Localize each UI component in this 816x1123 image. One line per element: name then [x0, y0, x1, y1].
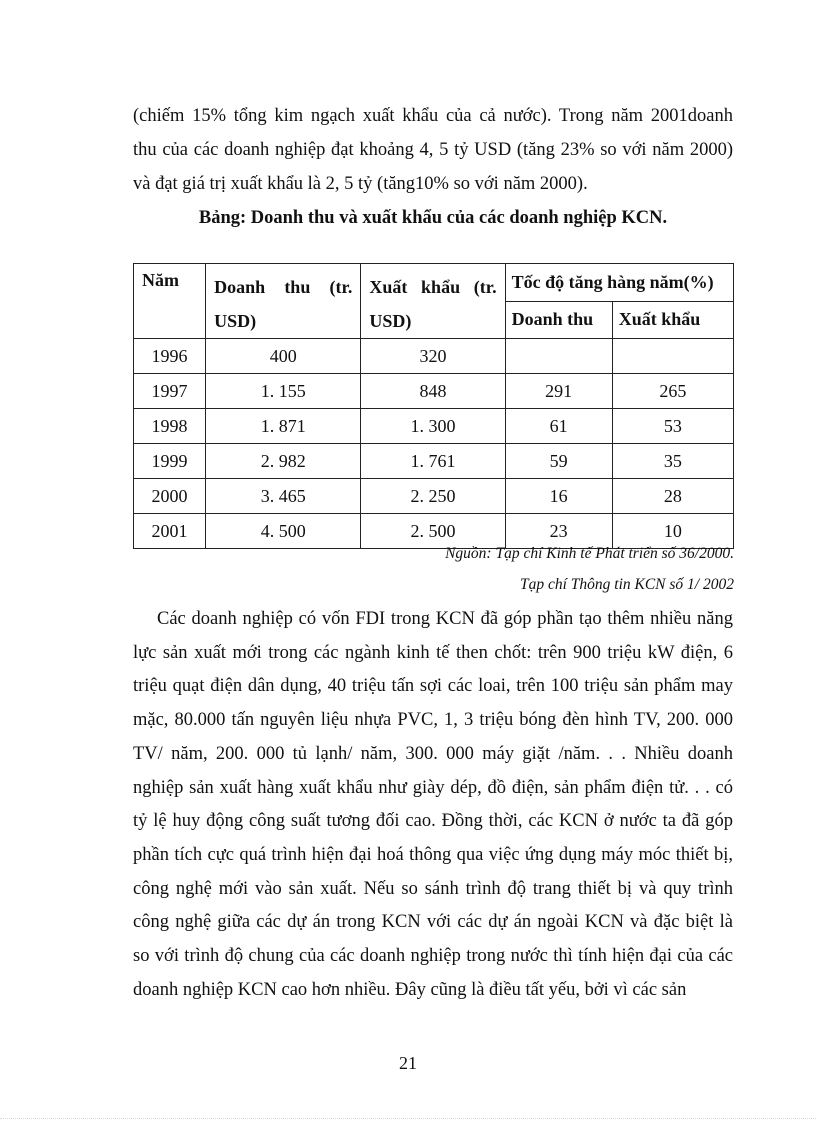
cell-revenue: 400: [206, 339, 361, 374]
text-line: triệu quạt điện dân dụng, 40 triệu tấn sợi các loai, trên 100 triệu sản phẩm may: [133, 676, 733, 697]
text-line: công nghệ mới vào sản xuất. Nếu so sánh trình độ trang thiết bị và quy trình: [133, 878, 733, 899]
text-line: so với trình độ chung của các doanh nghiệp trong nước thì tính hiện đại của các: [133, 946, 733, 967]
cell-growth-export: 10: [612, 514, 733, 549]
cell-export: 1. 761: [361, 444, 505, 479]
cell-revenue: 2. 982: [206, 444, 361, 479]
text-line: và đạt giá trị xuất khẩu là 2, 5 tỷ (tăng10% so với năm 2000).: [133, 174, 588, 194]
header-growth-revenue: Doanh thu: [505, 301, 612, 339]
header-growth-export: Xuất khẩu: [612, 301, 733, 339]
header-export: Xuất khẩu (tr. USD): [361, 264, 505, 339]
cell-year: 2000: [134, 479, 206, 514]
cell-year: 2001: [134, 514, 206, 549]
text-line: TV/ năm, 200. 000 tủ lạnh/ năm, 300. 000 máy giặt /năm. . . Nhiều doanh: [133, 743, 733, 764]
cell-growth-revenue: 59: [505, 444, 612, 479]
table-row: [134, 374, 734, 409]
cell-growth-revenue: 23: [505, 514, 612, 549]
paragraph-intro: [133, 99, 733, 201]
cell-growth-revenue: 291: [505, 374, 612, 409]
cell-growth-export: 28: [612, 479, 733, 514]
text-line: lực sản xuất mới trong các ngành kinh tế then chốt: trên 900 triệu kW điện, 6: [133, 642, 733, 663]
text-line: mặc, 80.000 tấn nguyên liệu nhựa PVC, 1, 3 triệu bóng đèn hình TV, 200. 000: [133, 710, 733, 731]
cell-year: 1998: [134, 409, 206, 444]
cell-growth-export: [612, 339, 733, 374]
table-row: [134, 444, 734, 479]
table-row: [134, 479, 734, 514]
page-number: 21: [399, 1053, 417, 1073]
header-growth-rate: Tốc độ tăng hàng năm(%): [505, 264, 733, 302]
cell-year: 1996: [134, 339, 206, 374]
cell-export: 2. 500: [361, 514, 505, 549]
cell-revenue: 1. 155: [206, 374, 361, 409]
cell-growth-export: 265: [612, 374, 733, 409]
table-caption: Bảng: Doanh thu và xuất khẩu của các doanh nghiệp KCN.: [198, 208, 668, 228]
cell-growth-revenue: 61: [505, 409, 612, 444]
cell-growth-export: 53: [612, 409, 733, 444]
header-revenue: Doanh thu (tr. USD): [206, 264, 361, 339]
table-row: [134, 409, 734, 444]
text-line: Các doanh nghiệp có vốn FDI trong KCN đã góp phần tạo thêm nhiều năng: [157, 609, 733, 629]
text-line: phần tích cực quá trình hiện đại hoá thông qua việc ứng dụng máy móc thiết bị,: [133, 844, 733, 865]
cell-growth-export: 35: [612, 444, 733, 479]
text-line: (chiếm 15% tổng kim ngạch xuất khẩu của cả nước). Trong năm 2001doanh: [133, 106, 733, 126]
paragraph-main: [133, 603, 733, 1007]
cell-year: 1999: [134, 444, 206, 479]
text-line: tỷ lệ huy động công suất tương đối cao. Đồng thời, các KCN ở nước ta đã góp: [133, 811, 733, 832]
text-line: doanh nghiệp KCN cao hơn nhiều. Đây cũng là điều tất yếu, bởi vì các sản: [133, 979, 687, 1000]
cell-revenue: 4. 500: [206, 514, 361, 549]
table-row: [134, 514, 734, 549]
source-note-1: Nguồn: Tạp chí Kinh tế Phát triển số 36/2000.: [445, 545, 734, 562]
cell-revenue: 1. 871: [206, 409, 361, 444]
text-line: công nghệ giữa các dự án trong KCN với các dự án ngoài KCN và đặc biệt là: [133, 912, 733, 933]
cell-export: 320: [361, 339, 505, 374]
cell-revenue: 3. 465: [206, 479, 361, 514]
source-note-2: Tạp chí Thông tin KCN số 1/ 2002: [519, 576, 734, 593]
text-line: thu của các doanh nghiệp đạt khoảng 4, 5 tỷ USD (tăng 23% so với năm 2000): [133, 140, 733, 160]
cell-year: 1997: [134, 374, 206, 409]
cell-growth-revenue: 16: [505, 479, 612, 514]
cell-export: 848: [361, 374, 505, 409]
table-header-row: [134, 264, 734, 302]
footer-divider: [0, 1118, 816, 1119]
cell-export: 2. 250: [361, 479, 505, 514]
revenue-export-table: [133, 263, 734, 549]
cell-export: 1. 300: [361, 409, 505, 444]
header-year: Năm: [134, 264, 206, 339]
cell-growth-revenue: [505, 339, 612, 374]
table-row: [134, 339, 734, 374]
text-line: nghiệp sản xuất hàng xuất khẩu như giày dép, đồ điện, sản phẩm điện tử. . . có: [133, 777, 733, 798]
